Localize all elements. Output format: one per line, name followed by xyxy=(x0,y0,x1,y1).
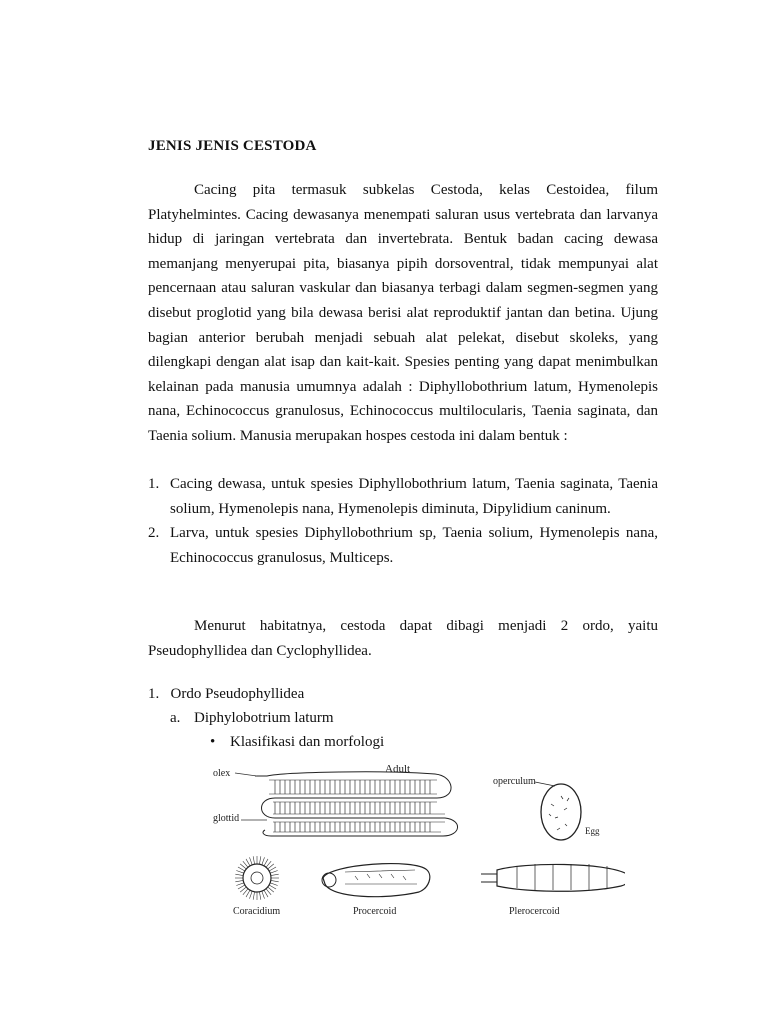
procercoid-drawing xyxy=(322,864,430,897)
list-item-text: Cacing dewasa, untuk spesies Diphyllobothrium latum, Taenia saginata, Taenia solium, Hymenolepis nana, Hymenolepis diminuta, Dipylidium caninum. xyxy=(170,476,658,517)
coracidium-cilium xyxy=(270,883,278,886)
coracidium-cilium xyxy=(238,885,245,889)
olex-label: olex xyxy=(213,768,231,779)
plerocercoid-drawing xyxy=(481,864,625,891)
coracidium-cilium xyxy=(268,864,274,869)
operculum-label: operculum xyxy=(493,776,536,787)
ordo-subitem xyxy=(148,706,384,730)
habitat-paragraph-text: Menurut habitatnya, cestoda dapat dibagi menjadi 2 ordo, yaitu Pseudophyllidea dan Cyclophyllidea. xyxy=(148,618,658,659)
coracidium-cilium xyxy=(235,880,243,881)
egg-drawing xyxy=(535,782,581,840)
coracidium-cilium xyxy=(249,891,252,899)
coracidium-cilium xyxy=(268,887,274,892)
ordo-outline xyxy=(148,682,384,754)
procercoid-label: Procercoid xyxy=(353,906,397,917)
coracidium-cilium xyxy=(246,859,250,866)
coracidium-label: Coracidium xyxy=(233,906,281,917)
intro-paragraph xyxy=(148,178,658,449)
coracidium-drawing xyxy=(243,864,271,892)
ordo-bullet-item xyxy=(148,730,384,754)
coracidium-cilium xyxy=(259,856,260,864)
coracidium-cilium xyxy=(270,870,278,873)
list-item-number: 1. xyxy=(148,476,160,492)
lifecycle-illustration xyxy=(205,758,625,928)
coracidium-cilium xyxy=(259,892,260,900)
plerocercoid-label: Plerocercoid xyxy=(509,906,560,917)
coracidium-cilium xyxy=(236,883,244,886)
ordo-label: Ordo Pseudophyllidea xyxy=(170,686,305,702)
page-title: JENIS JENIS CESTODA xyxy=(148,138,317,154)
coracidium-cilium xyxy=(266,861,271,867)
habitat-paragraph xyxy=(148,614,658,663)
coracidium-cilia xyxy=(235,856,279,900)
lifecycle-figure xyxy=(205,758,625,928)
coracidium-cilium xyxy=(271,874,279,875)
coracidium-cilium xyxy=(238,867,245,871)
coracidium-cilium xyxy=(240,887,246,892)
coracidium-cilium xyxy=(243,889,248,895)
coracidium-cilium xyxy=(264,890,268,897)
list-item-number: 2. xyxy=(148,525,160,542)
coracidium-cilium xyxy=(262,891,265,899)
list-item xyxy=(148,472,658,521)
bullet-icon: • xyxy=(210,734,216,750)
adult-label: Adult xyxy=(385,763,411,775)
coracidium-cilium xyxy=(271,880,279,881)
list-item-text: Larva, untuk spesies Diphyllobothrium sp, Taenia solium, Hymenolepis nana, Echinococcus granulosus, Multiceps. xyxy=(170,525,658,566)
intro-paragraph-text: Cacing pita termasuk subkelas Cestoda, kelas Cestoidea, filum Platyhelmintes. Cacing dewasanya menempati saluran usus vertebrata dan larvanya hidup di jaringan vertebrata dan invertebrata. Bentuk badan cacing dewasa memanjang menyerupai pita, biasanya pipih dorsoventral, tidak mempunyai alat pencernaan atau saluran vaskular dan biasanya terbagi dalam segmen-segmen yang disebut proglotid yang bila dewasa berisi alat reproduktif jantan dan betina. Ujung bagian anterior berubah menjadi sebuah alat pelekat, disebut skoleks, yang dilengkapi dengan alat isap dan kait-kait. Spesies penting yang dapat menimbulkan kelainan pada manusia umumnya adalah : Diphyllobothrium latum, Hymenolepis nana, Echinococcus granulosus, Echinococcus multilocularis, Taenia saginata, dan Taenia solium. Manusia merupakan hospes cestoda ini dalam bentuk : xyxy=(148,182,658,444)
adult-segment-ticks xyxy=(275,780,430,832)
coracidium-cilium xyxy=(253,856,254,864)
coracidium-cilium xyxy=(246,890,250,897)
ordo-heading xyxy=(148,682,384,706)
coracidium-cilium xyxy=(262,857,265,865)
adult-tapeworm-drawing xyxy=(255,772,458,836)
subitem-letter: a. xyxy=(170,710,181,726)
coracidium-cilium xyxy=(253,892,254,900)
host-form-list xyxy=(148,472,658,570)
coracidium-cilium xyxy=(266,889,271,895)
coracidium-cilium xyxy=(269,867,276,871)
coracidium-cilium xyxy=(240,864,246,869)
coracidium-cilium xyxy=(236,870,244,873)
subitem-label: Diphylobotrium laturm xyxy=(194,710,334,726)
ordo-number: 1. xyxy=(148,686,160,702)
coracidium-cilium xyxy=(249,857,252,865)
bullet-label: Klasifikasi dan morfologi xyxy=(230,734,385,750)
coracidium-cilium xyxy=(235,874,243,875)
egg-label: Egg xyxy=(585,826,600,836)
coracidium-cilium xyxy=(243,861,248,867)
coracidium-cilium xyxy=(269,885,276,889)
coracidium-cilium xyxy=(264,859,268,866)
glottid-label: glottid xyxy=(213,813,240,824)
list-item xyxy=(148,521,658,570)
